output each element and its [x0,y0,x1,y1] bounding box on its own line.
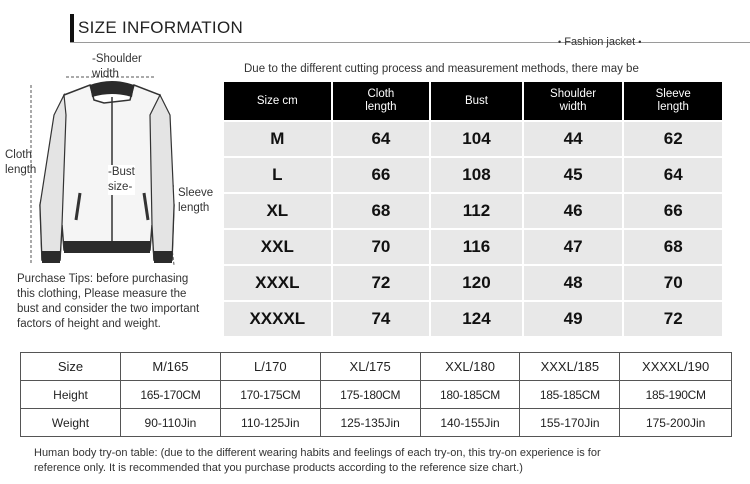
tryon-height-label: Height [21,381,121,409]
product-tag-label: Fashion jacket [564,36,636,48]
cell-size: L [224,158,331,192]
table-row [224,266,722,300]
bust-size-label: -Bust size- [108,166,135,193]
tryon-height-cell: 185-190CM [620,381,732,409]
table-row [224,230,722,264]
cell-sleeve-length: 70 [624,266,722,300]
tryon-height-row [21,381,732,409]
tryon-size-cell: XXXXL/190 [620,353,732,381]
cell-bust: 104 [431,122,522,156]
bullet-icon: • [558,37,562,47]
cell-cloth-length: 66 [333,158,430,192]
sleeve-length-label: Sleeve length [178,187,214,214]
cell-cloth-length: 68 [333,194,430,228]
table-row [224,122,722,156]
table-row [224,302,722,336]
tryon-disclaimer: Human body try-on table: (due to the different wearing habits and feelings of each try-on, this try-on experience is for reference only. It is recommended that you purchase products according to the reference size chart.) [34,447,601,474]
tryon-weight-cell: 155-170Jin [520,409,620,437]
cell-shoulder-width: 46 [524,194,623,228]
tryon-height-cell: 165-170CM [121,381,221,409]
cell-size: M [224,122,331,156]
cell-sleeve-length: 64 [624,158,722,192]
cell-sleeve-length: 72 [624,302,722,336]
header-divider [70,42,750,43]
product-tag [558,36,641,48]
cell-cloth-length: 64 [333,122,430,156]
tryon-weight-cell: 140-155Jin [420,409,520,437]
purchase-tips: Purchase Tips: before purchasing this clothing, Please measure the bust and consider the two important factors of height and weight. [17,273,200,330]
cell-shoulder-width: 44 [524,122,623,156]
header-size: Size cm [224,82,331,120]
bullet-icon: • [638,37,642,47]
cell-sleeve-length: 68 [624,230,722,264]
cell-shoulder-width: 47 [524,230,623,264]
size-chart-table [222,80,724,338]
header-shoulder-width: Shoulder width [524,82,623,120]
cell-bust: 108 [431,158,522,192]
cell-bust: 112 [431,194,522,228]
table-row [224,194,722,228]
header-sleeve-length: Sleeve length [624,82,722,120]
tryon-weight-cell: 90-110Jin [121,409,221,437]
cell-cloth-length: 72 [333,266,430,300]
cell-bust: 124 [431,302,522,336]
tryon-height-cell: 175-180CM [320,381,420,409]
cell-shoulder-width: 49 [524,302,623,336]
cell-bust: 120 [431,266,522,300]
cell-shoulder-width: 48 [524,266,623,300]
header-cloth-length: Cloth length [333,82,430,120]
tryon-size-label: Size [21,353,121,381]
tryon-table [20,352,732,437]
tryon-weight-cell: 110-125Jin [220,409,320,437]
cell-size: XL [224,194,331,228]
tryon-size-cell: XL/175 [320,353,420,381]
cell-size: XXL [224,230,331,264]
tryon-size-cell: XXXL/185 [520,353,620,381]
tryon-size-cell: M/165 [121,353,221,381]
tryon-weight-label: Weight [21,409,121,437]
cell-bust: 116 [431,230,522,264]
measurement-note: Due to the different cutting process and measurement methods, there may be [244,63,639,75]
cell-shoulder-width: 45 [524,158,623,192]
tryon-height-cell: 180-185CM [420,381,520,409]
header-bust: Bust [431,82,522,120]
shoulder-width-label: -Shoulder width [92,53,142,80]
cloth-length-label: Cloth length [5,149,37,176]
cell-size: XXXXL [224,302,331,336]
cell-sleeve-length: 66 [624,194,722,228]
tryon-weight-cell: 125-135Jin [320,409,420,437]
cell-cloth-length: 70 [333,230,430,264]
tryon-weight-row [21,409,732,437]
cell-sleeve-length: 62 [624,122,722,156]
cell-size: XXXL [224,266,331,300]
page-title: SIZE INFORMATION [78,18,244,37]
tryon-weight-cell: 175-200Jin [620,409,732,437]
tryon-size-cell: L/170 [220,353,320,381]
tryon-size-row [21,353,732,381]
table-header-row [224,82,722,120]
cell-cloth-length: 74 [333,302,430,336]
tryon-height-cell: 185-185CM [520,381,620,409]
tryon-height-cell: 170-175CM [220,381,320,409]
tryon-size-cell: XXL/180 [420,353,520,381]
table-row [224,158,722,192]
header-accent-bar [70,14,74,42]
